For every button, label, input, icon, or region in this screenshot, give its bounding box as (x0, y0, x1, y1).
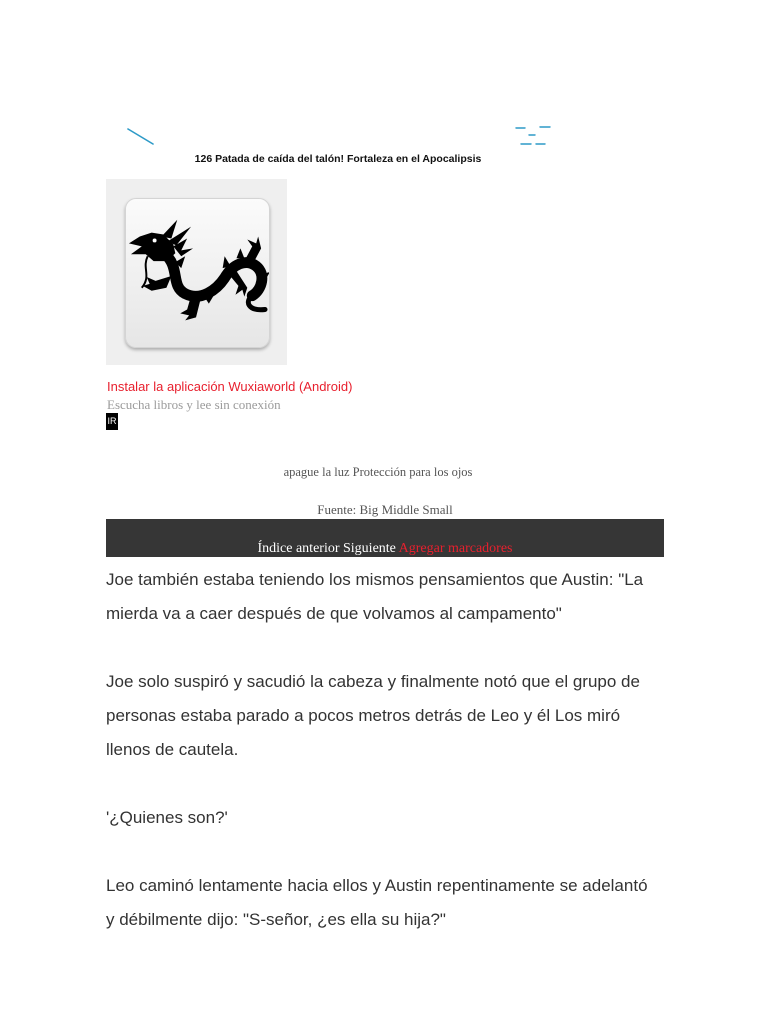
add-bookmark-link[interactable]: Agregar marcadores (398, 541, 513, 556)
install-app-link[interactable]: Instalar la aplicación Wuxiaworld (Android) (107, 379, 353, 394)
dragon-spine (223, 256, 231, 268)
dragon-silhouette (129, 220, 269, 321)
app-icon[interactable] (125, 198, 270, 348)
paragraph: Joe también estaba teniendo los mismos pensamientos que Austin: "La mierda va a caer después de que volvamos al campamento" (106, 570, 644, 623)
paragraph: Joe solo suspiró y sacudió la cabeza y finalmente notó que el grupo de personas estaba parado a pocos metros detrás de Leo y él Los miró llenos de cautela. (106, 672, 640, 759)
font-size-small[interactable]: Small (422, 502, 453, 517)
app-promo-image[interactable] (106, 179, 287, 365)
lights-off-toggle[interactable]: apague la luz (283, 465, 350, 479)
font-size-settings (106, 502, 664, 518)
install-app-subtitle: Escucha libros y lee sin conexión (107, 397, 281, 412)
menu-icon[interactable] (513, 123, 553, 148)
back-arrow-strokes (128, 129, 153, 144)
font-size-big[interactable]: Big (359, 502, 379, 517)
light-settings (106, 464, 664, 480)
dragon-eye (153, 238, 157, 242)
chapter-title: 126 Patada de caída del talón! Fortaleza en el Apocalipsis (194, 153, 482, 165)
go-button[interactable]: IR (106, 413, 118, 430)
dragon-leg (244, 237, 261, 266)
dragon-icon (126, 199, 269, 347)
eye-protection-toggle[interactable]: Protección para los ojos (352, 465, 473, 479)
chapter-nav-bar (106, 519, 664, 557)
paragraph: '¿Quienes son?' (106, 808, 228, 827)
menu-icon-strokes (516, 127, 550, 144)
paragraph: Leo caminó lentamente hacia ellos y Austin repentinamente se adelantó y débilmente dijo: "S-señor, ¿es ella su hija?" (106, 876, 648, 929)
previous-chapter-link[interactable]: anterior (295, 541, 340, 556)
index-link[interactable]: Índice (257, 541, 293, 556)
back-arrow-icon[interactable] (126, 126, 156, 148)
font-label: Fuente: (317, 502, 357, 517)
dragon-leg (229, 271, 248, 297)
dragon-spine (236, 248, 244, 258)
dragon-horn (162, 220, 178, 239)
next-chapter-link[interactable]: Siguiente (343, 541, 396, 556)
dragon-whisker (142, 256, 148, 288)
font-size-middle[interactable]: Middle (381, 502, 420, 517)
back-arrow-stroke (128, 129, 153, 144)
chapter-content (106, 563, 654, 971)
